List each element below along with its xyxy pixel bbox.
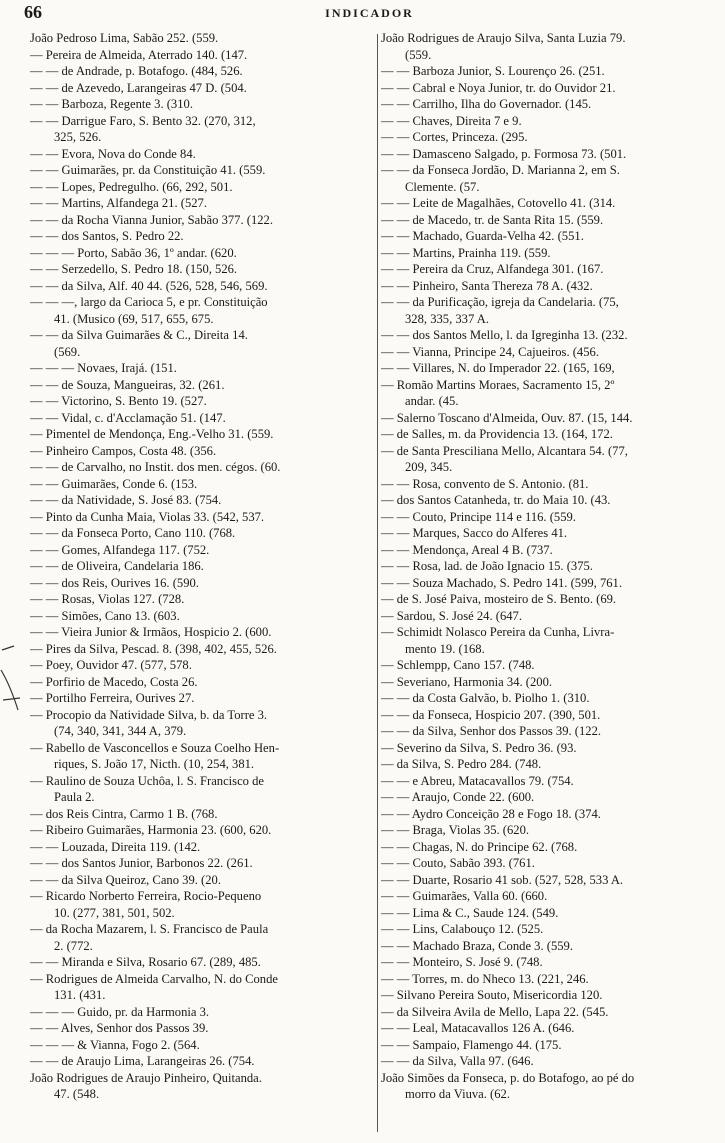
directory-entry-line: — Raulino de Souza Uchôa, l. S. Francisco de (30, 773, 264, 788)
directory-entry-line: — — Rosas, Violas 127. (728. (30, 592, 185, 606)
directory-entry-line: — — — & Vianna, Fogo 2. (564. (30, 1037, 200, 1052)
directory-entry-line: — Pimentel de Mendonça, Eng.-Velho 31. (559. (30, 427, 274, 441)
directory-entry-line: — — Guimarães, Valla 60. (660. (381, 889, 548, 903)
directory-entry-line: — Silvano Pereira Souto, Misericordia 120. (381, 988, 603, 1002)
directory-entry-line: — — Evora, Nova do Conde 84. (30, 146, 196, 161)
directory-entry-line: João Pedroso Lima, Sabão 252. (559. (30, 31, 219, 45)
directory-entry-line: — — Vieira Junior & Irmãos, Hospicio 2. (600. (30, 625, 272, 639)
directory-entry-line: — — Souza Machado, S. Pedro 141. (599, 761. (381, 575, 623, 590)
directory-entry-line: — — — Porto, Sabão 36, 1º andar. (620. (30, 245, 237, 260)
directory-entry-line: — — Gomes, Alfandega 117. (752. (30, 542, 210, 557)
directory-entry-line: (559. (405, 47, 432, 62)
directory-entry-line: — — Pinheiro, Santa Thereza 78 A. (432. (381, 278, 593, 293)
directory-entry-line: — — Chaves, Direita 7 e 9. (381, 113, 522, 128)
directory-entry-line: — — Sampaio, Flamengo 44. (175. (381, 1037, 562, 1052)
directory-entry-line: — — Simões, Cano 13. (603. (30, 608, 180, 623)
directory-entry-line: — — da Costa Galvão, b. Piolho 1. (310. (381, 691, 590, 705)
directory-entry-line: — de S. José Paiva, mosteiro de S. Bento. (69. (381, 592, 617, 606)
right-column (381, 30, 725, 1103)
directory-entry-line: — — dos Santos Mello, l. da Igreginha 13. (232. (381, 328, 628, 342)
directory-entry-line: — da Silveira Avila de Mello, Lapa 22. (545. (381, 1004, 609, 1019)
directory-entry-line: João Rodrigues de Araujo Silva, Santa Luzia 79. (381, 31, 626, 45)
directory-entry-line: — — Chagas, N. do Principe 62. (768. (381, 839, 578, 854)
directory-entry-line: — Procopio da Natividade Silva, b. da Torre 3. (30, 707, 268, 722)
directory-entry-line: — Rodrigues de Almeida Carvalho, N. do Conde (30, 971, 278, 986)
directory-entry-line: — — da Rocha Vianna Junior, Sabão 377. (122. (30, 212, 273, 227)
directory-entry-line: — — Victorino, S. Bento 19. (527. (30, 394, 207, 408)
directory-entry-line: — Pinto da Cunha Maia, Violas 33. (542, 537. (30, 509, 265, 524)
directory-entry-line: — — Barboza Junior, S. Lourenço 26. (251. (381, 64, 605, 78)
column-divider (377, 34, 378, 1132)
directory-entry-line: — — da Silva, Valla 97. (646. (381, 1054, 534, 1068)
margin-ink-mark (0, 640, 22, 730)
directory-entry-line: — — Pereira da Cruz, Alfandega 301. (167. (381, 262, 604, 276)
directory-entry-line: — — Martins, Alfandega 21. (527. (30, 196, 207, 210)
directory-entry-line: — Ricardo Norberto Ferreira, Rocio-Pequeno (30, 889, 262, 903)
directory-entry-line: — — de Carvalho, no Instit. dos men. cégos. (60. (30, 460, 281, 474)
directory-entry-line: mento 19. (168. (405, 641, 485, 656)
directory-entry-line: — — Monteiro, S. José 9. (748. (381, 955, 543, 969)
directory-entry-line: — Porfirio de Macedo, Costa 26. (30, 674, 198, 689)
directory-entry-line: — da Rocha Mazarem, l. S. Francisco de Paula (30, 922, 269, 936)
page-header (24, 2, 715, 26)
directory-entry-line: — — Couto, Principe 114 e 116. (559. (381, 509, 576, 524)
directory-entry-line: morro da Viuva. (62. (405, 1087, 510, 1101)
directory-entry-line: — — Duarte, Rosario 41 sob. (527, 528, 533 A. (381, 872, 624, 887)
directory-entry-line: — — dos Santos Junior, Barbonos 22. (261. (30, 856, 253, 870)
directory-entry-line: — — Darrigue Faro, S. Bento 32. (270, 312, (30, 113, 256, 128)
directory-entry-line: — Portilho Ferreira, Ourives 27. (30, 691, 195, 705)
directory-entry-line: — — da Silva Queiroz, Cano 39. (20. (30, 872, 221, 887)
directory-entry-line: — — — Guido, pr. da Harmonia 3. (30, 1004, 210, 1019)
directory-entry-line: — Sardou, S. José 24. (647. (381, 608, 522, 623)
directory-entry-line: — — Vidal, c. d'Acclamação 51. (147. (30, 410, 226, 425)
directory-entry-line: — — Machado Braza, Conde 3. (559. (381, 938, 574, 953)
directory-entry-line: — — da Silva Guimarães & C., Direita 14. (30, 328, 248, 342)
directory-entry-line: — — da Fonseca Porto, Cano 110. (768. (30, 526, 236, 540)
directory-entry-line: — Ribeiro Guimarães, Harmonia 23. (600, 620. (30, 823, 272, 837)
directory-entry-line: — — da Fonseca, Hospicio 207. (390, 501. (381, 707, 601, 722)
directory-entry-line: 328, 335, 337 A. (405, 311, 489, 326)
directory-entry-line: — — Torres, m. do Nheco 13. (221, 246. (381, 971, 589, 986)
directory-entry-line: 2. (772. (54, 938, 93, 953)
directory-entry-line: — — dos Reis, Ourives 16. (590. (30, 575, 199, 590)
directory-entry-line: 209, 345. (405, 460, 453, 474)
directory-entry-line: — Pinheiro Campos, Costa 48. (356. (30, 443, 217, 458)
directory-entry-line: — — da Silva, Alf. 40 44. (526, 528, 546, 569. (30, 278, 268, 293)
directory-entry-line: — Schimidt Nolasco Pereira da Cunha, Livra- (381, 625, 615, 639)
directory-entry-line: — Severiano, Harmonia 34. (200. (381, 674, 553, 689)
directory-entry-line: — — Miranda e Silva, Rosario 67. (289, 485. (30, 955, 261, 969)
directory-entry-line: — Pires da Silva, Pescad. 8. (398, 402, 455, 526. (30, 641, 277, 656)
directory-entry-line: — de Santa Presciliana Mello, Alcantara 54. (77, (381, 443, 628, 458)
directory-entry-line: — — dos Santos, S. Pedro 22. (30, 229, 184, 243)
directory-entry-line: riques, S. João 17, Nicth. (10, 254, 381. (54, 757, 255, 771)
directory-entry-line: — — da Silva, Senhor dos Passos 39. (122. (381, 724, 602, 738)
directory-entry-line: — — de Andrade, p. Botafogo. (484, 526. (30, 64, 243, 78)
directory-entry-line: — — de Araujo Lima, Larangeiras 26. (754. (30, 1054, 255, 1068)
directory-entry-line: — Severino da Silva, S. Pedro 36. (93. (381, 740, 577, 755)
directory-entry-line: — — Cortes, Princeza. (295. (381, 130, 528, 144)
directory-entry-line: — dos Reis Cintra, Carmo 1 B. (768. (30, 806, 218, 821)
directory-entry-line: 41. (Musico (69, 517, 655, 675. (54, 311, 214, 326)
directory-entry-line: — — Leite de Magalhães, Cotovello 41. (314. (381, 196, 616, 210)
directory-entry-line: João Simões da Fonseca, p. do Botafogo, ao pé do (381, 1070, 635, 1085)
directory-entry-line: — — Alves, Senhor dos Passos 39. (30, 1021, 209, 1035)
directory-entry-line: — de Salles, m. da Providencia 13. (164, 172. (381, 427, 613, 441)
page-number: 66 (24, 2, 42, 22)
directory-entry-line: — — Braga, Violas 35. (620. (381, 823, 530, 837)
directory-entry-line: — — Mendonça, Areal 4 B. (737. (381, 542, 553, 557)
directory-entry-line: — Rabello de Vasconcellos e Souza Coelho Hen- (30, 740, 280, 755)
left-column (30, 30, 374, 1103)
directory-entry-line: — — de Azevedo, Larangeiras 47 D. (504. (30, 80, 247, 95)
directory-entry-line: — — Serzedello, S. Pedro 18. (150, 526. (30, 262, 238, 276)
directory-entry-line: — — Lopes, Pedregulho. (66, 292, 501. (30, 179, 233, 194)
directory-entry-line: — — Louzada, Direita 119. (142. (30, 839, 201, 854)
directory-entry-line: — — da Natividade, S. José 83. (754. (30, 493, 222, 507)
directory-entry-line: — — da Purificação, igreja da Candelaria. (75, (381, 295, 619, 309)
directory-entry-line: andar. (45. (405, 394, 459, 408)
directory-entry-line: (74, 340, 341, 344 A, 379. (54, 724, 187, 738)
directory-entry-line: — — da Fonseca Jordão, D. Marianna 2, em S. (381, 163, 620, 177)
directory-entry-line: — Poey, Ouvidor 47. (577, 578. (30, 658, 192, 672)
directory-entry-line: — — Guimarães, Conde 6. (153. (30, 476, 198, 491)
directory-entry-line: 131. (431. (54, 988, 106, 1002)
directory-entry-line: — — Vianna, Principe 24, Cajueiros. (456. (381, 344, 599, 359)
directory-entry-line: — Salerno Toscano d'Almeida, Ouv. 87. (15, 144. (381, 410, 633, 425)
directory-entry-line: — — Marques, Sacco do Alferes 41. (381, 526, 568, 540)
directory-entry-line: — da Silva, S. Pedro 284. (748. (381, 757, 542, 771)
directory-entry-line: — — Aydro Conceição 28 e Fogo 18. (374. (381, 806, 601, 821)
directory-entry-line: — — Carrilho, Ilha do Governador. (145. (381, 97, 592, 111)
directory-entry-line: — Pereira de Almeida, Aterrado 140. (147. (30, 47, 248, 62)
directory-entry-line: (569. (54, 344, 81, 359)
directory-entry-line: — — Cabral e Noya Junior, tr. do Ouvidor 21. (381, 80, 616, 95)
directory-entry-line: 10. (277, 381, 501, 502. (54, 905, 175, 920)
directory-entry-line: — — Lins, Calabouço 12. (525. (381, 922, 544, 936)
directory-entry-line: Paula 2. (54, 790, 95, 804)
directory-entry-line: — — —, largo da Carioca 5, e pr. Constituição (30, 295, 268, 309)
directory-entry-line: — — de Oliveira, Candelaria 186. (30, 559, 204, 573)
directory-entry-line: 325, 526. (54, 130, 102, 144)
directory-entry-line: — — Damasceno Salgado, p. Formosa 73. (501. (381, 146, 627, 161)
directory-entry-line: — — Lima & C., Saude 124. (549. (381, 905, 559, 920)
directory-entry-line: — dos Santos Catanheda, tr. do Maia 10. (43. (381, 493, 611, 507)
directory-entry-line: — — e Abreu, Matacavallos 79. (754. (381, 773, 574, 788)
directory-entry-line: — — — Novaes, Irajá. (151. (30, 361, 177, 375)
directory-entry-line: — — Barboza, Regente 3. (310. (30, 97, 193, 111)
directory-entry-line: — — de Souza, Mangueiras, 32. (261. (30, 377, 225, 392)
directory-entry-line: — — Araujo, Conde 22. (600. (381, 790, 535, 804)
directory-entry-line: — — de Macedo, tr. de Santa Rita 15. (559. (381, 212, 604, 227)
directory-entry-line: — — Machado, Guarda-Velha 42. (551. (381, 229, 584, 243)
directory-entry-line: — — Leal, Matacavallos 126 A. (646. (381, 1021, 575, 1035)
directory-entry-line: — — Rosa, convento de S. Antonio. (81. (381, 476, 589, 491)
directory-entry-line: — Schlempp, Cano 157. (748. (381, 658, 535, 672)
directory-entry-line: — — Couto, Sabão 393. (761. (381, 856, 535, 870)
directory-entry-line: 47. (548. (54, 1087, 100, 1101)
directory-entry-line: — — Villares, N. do Imperador 22. (165, 169, (381, 361, 615, 375)
directory-entry-line: Clemente. (57. (405, 179, 480, 194)
directory-entry-line: — — Martins, Prainha 119. (559. (381, 245, 551, 260)
directory-entry-line: — — Rosa, lad. de João Ignacio 15. (375. (381, 559, 593, 573)
directory-entry-line: — Romão Martins Moraes, Sacramento 15, 2º (381, 377, 615, 392)
directory-entry-line: — — Guimarães, pr. da Constituição 41. (559. (30, 163, 266, 177)
directory-entry-line: João Rodrigues de Araujo Pinheiro, Quitanda. (30, 1070, 262, 1085)
running-head: INDICADOR (325, 6, 414, 20)
